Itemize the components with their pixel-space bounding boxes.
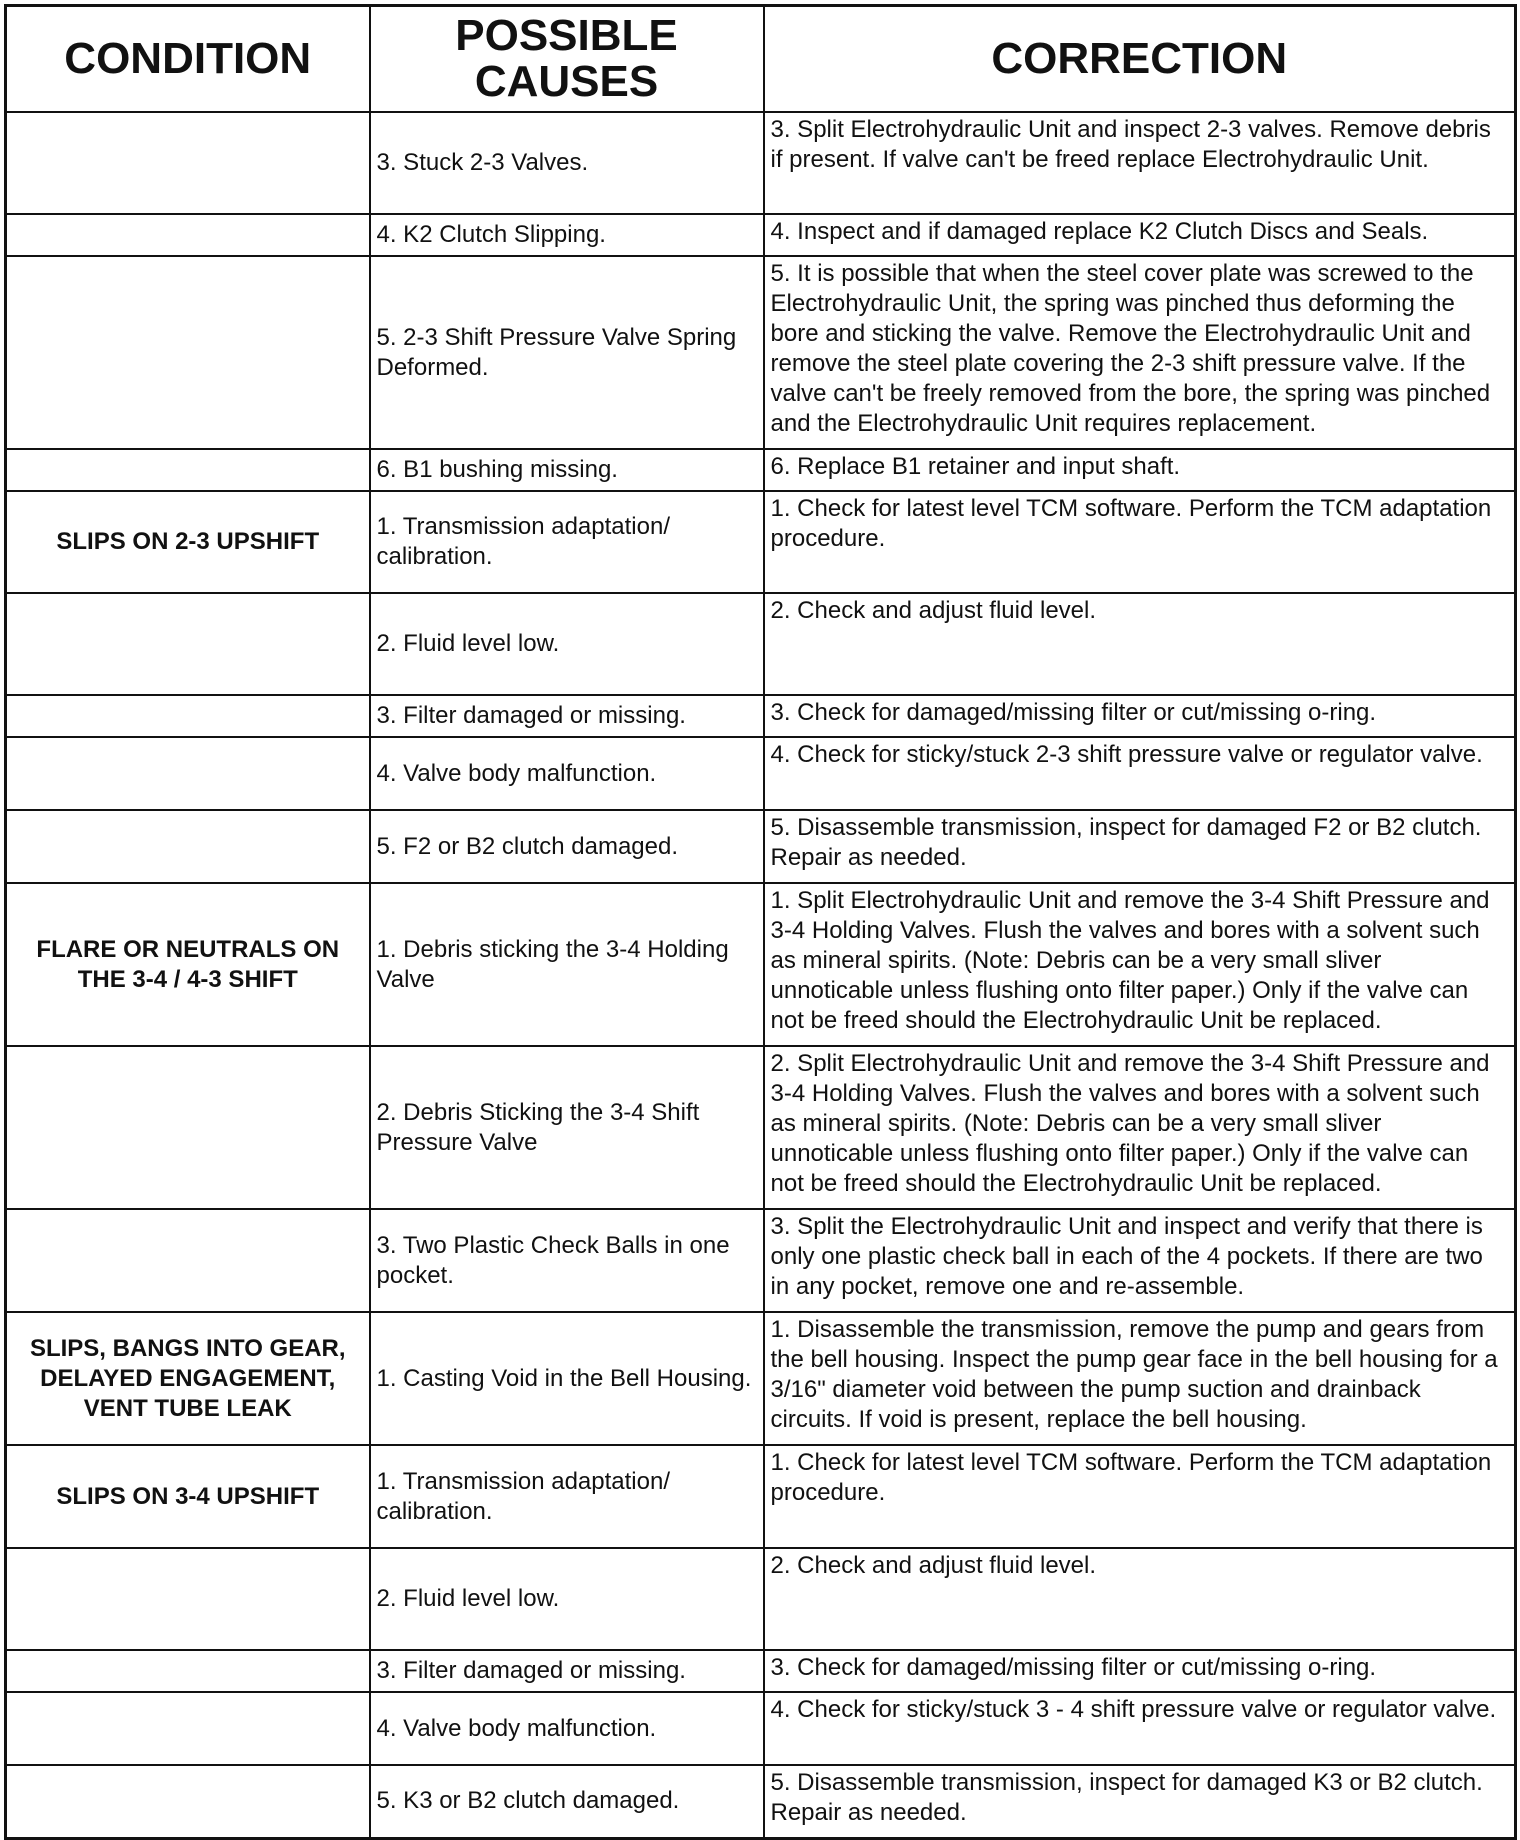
table-row bbox=[6, 1548, 1516, 1650]
correction-cell: 3. Check for damaged/missing filter or cut/missing o-ring. bbox=[764, 1650, 1516, 1692]
table-row bbox=[6, 883, 1516, 1046]
correction-cell: 5. It is possible that when the steel cover plate was screwed to the Electrohydraulic Unit, the spring was pinched thus deforming the bore and sticking the valve. Remove the Electrohydraulic Unit and remove the steel plate covering the 2-3 shift pressure valve. If the valve can't be freely removed from the bore, the spring was pinched and the Electrohydraulic Unit requires replacement. bbox=[764, 256, 1516, 449]
condition-cell bbox=[6, 1765, 370, 1838]
correction-cell: 5. Disassemble transmission, inspect for damaged F2 or B2 clutch. Repair as needed. bbox=[764, 810, 1516, 883]
condition-cell: SLIPS ON 3-4 UPSHIFT bbox=[6, 1445, 370, 1548]
cause-cell: 5. K3 or B2 clutch damaged. bbox=[370, 1765, 764, 1838]
table-row bbox=[6, 214, 1516, 256]
condition-header: CONDITION bbox=[6, 6, 370, 113]
condition-cell: FLARE OR NEUTRALS ON THE 3-4 / 4-3 SHIFT bbox=[6, 883, 370, 1046]
table-row bbox=[6, 1692, 1516, 1765]
condition-cell bbox=[6, 1692, 370, 1765]
cause-cell: 2. Fluid level low. bbox=[370, 593, 764, 695]
correction-cell: 2. Check and adjust fluid level. bbox=[764, 593, 1516, 695]
cause-cell: 4. Valve body malfunction. bbox=[370, 737, 764, 810]
correction-cell: 4. Check for sticky/stuck 2-3 shift pressure valve or regulator valve. bbox=[764, 737, 1516, 810]
cause-cell: 1. Casting Void in the Bell Housing. bbox=[370, 1312, 764, 1445]
correction-cell: 5. Disassemble transmission, inspect for damaged K3 or B2 clutch. Repair as needed. bbox=[764, 1765, 1516, 1838]
correction-cell: 1. Split Electrohydraulic Unit and remove the 3-4 Shift Pressure and 3-4 Holding Valves. Flush the valves and bores with a solvent such as mineral spirits. (Note: Debris can be a very small sliver unnoticable unless flushing onto filter paper.) Only if the valve can not be freed should the Electrohydraulic Unit be replaced. bbox=[764, 883, 1516, 1046]
cause-cell: 3. Filter damaged or missing. bbox=[370, 1650, 764, 1692]
condition-cell bbox=[6, 1046, 370, 1209]
condition-cell bbox=[6, 593, 370, 695]
correction-cell: 1. Check for latest level TCM software. Perform the TCM adaptation procedure. bbox=[764, 491, 1516, 593]
cause-cell: 3. Stuck 2-3 Valves. bbox=[370, 112, 764, 214]
cause-cell: 1. Transmission adaptation/ calibration. bbox=[370, 1445, 764, 1548]
table-row bbox=[6, 695, 1516, 737]
condition-cell: SLIPS, BANGS INTO GEAR, DELAYED ENGAGEMENT, VENT TUBE LEAK bbox=[6, 1312, 370, 1445]
table-row bbox=[6, 1445, 1516, 1548]
cause-cell: 5. 2-3 Shift Pressure Valve Spring Deformed. bbox=[370, 256, 764, 449]
correction-cell: 3. Check for damaged/missing filter or cut/missing o-ring. bbox=[764, 695, 1516, 737]
cause-cell: 1. Debris sticking the 3-4 Holding Valve bbox=[370, 883, 764, 1046]
correction-cell: 4. Check for sticky/stuck 3 - 4 shift pressure valve or regulator valve. bbox=[764, 1692, 1516, 1765]
table-row bbox=[6, 737, 1516, 810]
correction-cell: 4. Inspect and if damaged replace K2 Clutch Discs and Seals. bbox=[764, 214, 1516, 256]
table-row bbox=[6, 491, 1516, 593]
table-row bbox=[6, 1650, 1516, 1692]
condition-cell bbox=[6, 449, 370, 491]
condition-cell bbox=[6, 1209, 370, 1312]
correction-cell: 3. Split the Electrohydraulic Unit and inspect and verify that there is only one plastic check ball in each of the 4 pockets. If there are two in any pocket, remove one and re-assemble. bbox=[764, 1209, 1516, 1312]
condition-cell bbox=[6, 1548, 370, 1650]
correction-cell: 1. Check for latest level TCM software. Perform the TCM adaptation procedure. bbox=[764, 1445, 1516, 1548]
table-row bbox=[6, 1765, 1516, 1838]
header-row bbox=[6, 6, 1516, 113]
condition-cell bbox=[6, 695, 370, 737]
table-row bbox=[6, 593, 1516, 695]
cause-cell: 3. Two Plastic Check Balls in one pocket. bbox=[370, 1209, 764, 1312]
table-row bbox=[6, 1046, 1516, 1209]
cause-cell: 6. B1 bushing missing. bbox=[370, 449, 764, 491]
table-row bbox=[6, 1312, 1516, 1445]
cause-cell: 5. F2 or B2 clutch damaged. bbox=[370, 810, 764, 883]
cause-cell: 2. Debris Sticking the 3-4 Shift Pressure Valve bbox=[370, 1046, 764, 1209]
condition-cell bbox=[6, 1650, 370, 1692]
table-row bbox=[6, 112, 1516, 214]
correction-cell: 3. Split Electrohydraulic Unit and inspect 2-3 valves. Remove debris if present. If valve can't be freed replace Electrohydraulic Unit. bbox=[764, 112, 1516, 214]
table-row bbox=[6, 810, 1516, 883]
correction-cell: 2. Check and adjust fluid level. bbox=[764, 1548, 1516, 1650]
correction-header: CORRECTION bbox=[764, 6, 1516, 113]
possible-causes-header: POSSIBLE CAUSES bbox=[370, 6, 764, 113]
condition-cell bbox=[6, 112, 370, 214]
correction-cell: 1. Disassemble the transmission, remove the pump and gears from the bell housing. Inspect the pump gear face in the bell housing for a 3/16" diameter void between the pump suction and drainback circuits. If void is present, replace the bell housing. bbox=[764, 1312, 1516, 1445]
condition-cell: SLIPS ON 2-3 UPSHIFT bbox=[6, 491, 370, 593]
table-row bbox=[6, 256, 1516, 449]
diagnosis-table bbox=[4, 4, 1517, 1840]
cause-cell: 4. K2 Clutch Slipping. bbox=[370, 214, 764, 256]
correction-cell: 2. Split Electrohydraulic Unit and remove the 3-4 Shift Pressure and 3-4 Holding Valves. Flush the valves and bores with a solvent such as mineral spirits. (Note: Debris can be a very small sliver unnoticable unless flushing onto filter paper.) Only if the valve can not be freed should the Electrohydraulic Unit be replaced. bbox=[764, 1046, 1516, 1209]
cause-cell: 1. Transmission adaptation/ calibration. bbox=[370, 491, 764, 593]
table-row bbox=[6, 1209, 1516, 1312]
condition-cell bbox=[6, 810, 370, 883]
cause-cell: 3. Filter damaged or missing. bbox=[370, 695, 764, 737]
table-row bbox=[6, 449, 1516, 491]
cause-cell: 2. Fluid level low. bbox=[370, 1548, 764, 1650]
condition-cell bbox=[6, 214, 370, 256]
diagnosis-chart bbox=[4, 4, 1514, 1834]
condition-cell bbox=[6, 737, 370, 810]
cause-cell: 4. Valve body malfunction. bbox=[370, 1692, 764, 1765]
condition-cell bbox=[6, 256, 370, 449]
correction-cell: 6. Replace B1 retainer and input shaft. bbox=[764, 449, 1516, 491]
